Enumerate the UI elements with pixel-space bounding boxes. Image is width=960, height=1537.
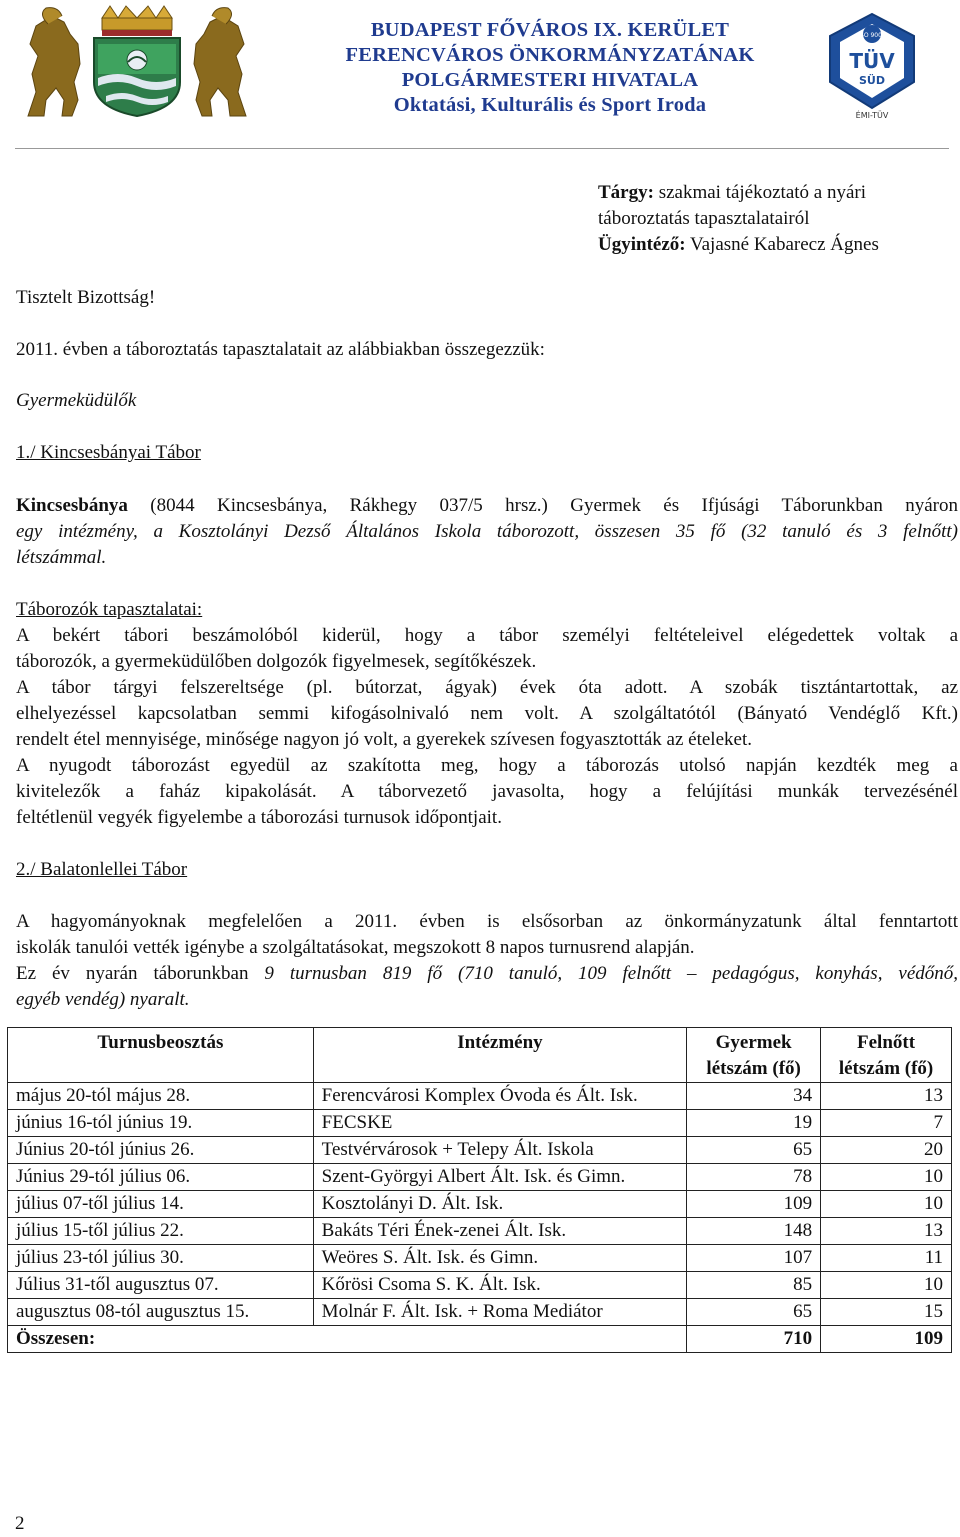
total-label: Összesen: — [8, 1326, 687, 1353]
table-row — [8, 1272, 952, 1299]
cell-children: 78 — [687, 1164, 821, 1191]
exp-line: táborozók, a gyermeküdülőben dolgozók figyelmesek, segítőkészek. — [16, 651, 537, 672]
table-total-row — [8, 1326, 952, 1353]
cell-adults: 11 — [821, 1245, 952, 1272]
header-line-2: FERENCVÁROS ÖNKORMÁNYZATÁNAK — [345, 44, 755, 66]
subject-label: Tárgy: — [598, 182, 654, 203]
cell-institution: Kőrösi Csoma S. K. Ált. Isk. — [313, 1272, 687, 1299]
exp-line: kivitelezők a faház kipakolását. A táborvezető javasolta, hogy a felújítási munkák tervezésénél — [16, 781, 958, 802]
header-line-4: Oktatási, Kulturális és Sport Iroda — [393, 94, 707, 116]
cell-institution: FECSKE — [313, 1110, 687, 1137]
coat-of-arms-icon — [18, 4, 256, 120]
header-divider — [15, 148, 949, 149]
cell-period: Július 31-től augusztus 07. — [8, 1272, 314, 1299]
section-title: Gyermeküdülők — [16, 390, 137, 411]
cell-adults: 10 — [821, 1272, 952, 1299]
cell-children: 148 — [687, 1218, 821, 1245]
cell-institution: Szent-Györgyi Albert Ált. Isk. és Gimn. — [313, 1164, 687, 1191]
header-line-1: BUDAPEST FŐVÁROS IX. KERÜLET — [370, 19, 730, 41]
camp2-paragraph — [16, 909, 958, 1013]
cell-period: július 23-tól július 30. — [8, 1245, 314, 1272]
tuv-sub-label: SÜD — [859, 74, 885, 87]
camp1-location-bold: Kincsesbánya — [16, 495, 128, 516]
cell-institution: Bakáts Téri Ének-zenei Ált. Isk. — [313, 1218, 687, 1245]
camp2-line-3-italic: 9 turnusban 819 fő (710 tanuló, 109 felnőtt – pedagógus, konyhás, védőnő, — [264, 963, 958, 984]
cell-period: augusztus 08-tól augusztus 15. — [8, 1299, 314, 1326]
cell-children: 34 — [687, 1083, 821, 1110]
subject-text-1: szakmai tájékoztató a nyári — [653, 182, 867, 203]
camp2-line-4: egyéb vendég) nyaralt. — [16, 989, 190, 1010]
tuv-small-label: ÉMI-TÜV — [855, 111, 889, 120]
col-header-adults: Felnőtt létszám (fő) — [821, 1028, 952, 1083]
exp-line: A bekért tábori beszámolóból kiderül, hogy a tábor személyi feltételeivel elégedettek voltak a — [16, 625, 958, 646]
col-header-period: Turnusbeosztás — [8, 1028, 314, 1083]
cell-adults: 15 — [821, 1299, 952, 1326]
table-row — [8, 1218, 952, 1245]
cell-adults: 13 — [821, 1218, 952, 1245]
camp1-experience-text — [16, 623, 958, 831]
table-row — [8, 1245, 952, 1272]
cell-adults: 13 — [821, 1083, 952, 1110]
intro-paragraph: 2011. évben a táboroztatás tapasztalatait az alábbiakban összegezzük: — [16, 339, 545, 360]
camp2-line-1: A hagyományoknak megfelelően a 2011. évben is elsősorban az önkormányzatunk által fenntartott — [16, 911, 958, 932]
cell-period: május 20-tól május 28. — [8, 1083, 314, 1110]
table-row — [8, 1110, 952, 1137]
cell-institution: Kosztolányi D. Ált. Isk. — [313, 1191, 687, 1218]
subject-block — [598, 180, 948, 258]
cell-children: 65 — [687, 1137, 821, 1164]
cell-children: 65 — [687, 1299, 821, 1326]
exp-line: A tábor tárgyi felszereltsége (pl. bútorzat, ágyak) évek óta adott. A szobák tisztántartottak, az — [16, 677, 958, 698]
total-adults: 109 — [821, 1326, 952, 1353]
page-number: 2 — [15, 1513, 25, 1534]
header-line-3: POLGÁRMESTERI HIVATALA — [401, 69, 699, 91]
cell-institution: Molnár F. Ált. Isk. + Roma Mediátor — [313, 1299, 687, 1326]
camp1-line-1: (8044 Kincsesbánya, Rákhegy 037/5 hrsz.) Gyermek és Ifjúsági Táborunkban nyáron — [127, 495, 958, 516]
table-row — [8, 1164, 952, 1191]
exp-line: A nyugodt táborozást egyedül az szakította meg, hogy a táborozás utolsó napján kezdték meg a — [16, 755, 958, 776]
camp2-line-2: iskolák tanulói vették igénybe a szolgáltatásokat, megszokott 8 napos turnusrend alapján. — [16, 937, 695, 958]
cell-adults: 10 — [821, 1191, 952, 1218]
turnus-table — [7, 1027, 952, 1353]
salutation: Tisztelt Bizottság! — [16, 287, 156, 308]
cell-adults: 20 — [821, 1137, 952, 1164]
agent-label: Ügyintéző: — [598, 234, 686, 255]
table-body — [8, 1083, 952, 1326]
cell-children: 19 — [687, 1110, 821, 1137]
table-header-row — [8, 1028, 952, 1083]
cell-adults: 10 — [821, 1164, 952, 1191]
subject-text-2: táboroztatás tapasztalatairól — [598, 208, 810, 229]
camp1-title: 1./ Kincsesbányai Tábor — [16, 442, 201, 463]
camp1-paragraph — [16, 493, 958, 571]
col-header-children: Gyermek létszám (fő) — [687, 1028, 821, 1083]
cell-institution: Testvérvárosok + Telepy Ált. Iskola — [313, 1137, 687, 1164]
cell-period: július 07-től július 14. — [8, 1191, 314, 1218]
cell-institution: Weöres S. Ált. Isk. és Gimn. — [313, 1245, 687, 1272]
camp1-line-2: egy intézmény, a Kosztolányi Dezső Általános Iskola táborozott, összesen 35 fő (32 tanuló és 3 felnőtt) — [16, 521, 958, 542]
table-row — [8, 1083, 952, 1110]
cell-period: június 16-tól június 19. — [8, 1110, 314, 1137]
camp2-title: 2./ Balatonlellei Tábor — [16, 859, 188, 880]
camp2-line-3-plain: Ez év nyarán táborunkban — [16, 963, 265, 984]
total-children: 710 — [687, 1326, 821, 1353]
cell-adults: 7 — [821, 1110, 952, 1137]
col-header-institution: Intézmény — [313, 1028, 687, 1083]
table-row — [8, 1137, 952, 1164]
table-row — [8, 1299, 952, 1326]
camp1-experience-title: Táborozók tapasztalatai: — [16, 599, 203, 620]
tuv-label: TÜV — [849, 49, 895, 73]
camp1-line-3: létszámmal. — [16, 547, 107, 568]
exp-line: elhelyezéssel kapcsolatban semmi kifogásolnivaló nem volt. A szolgáltatótól (Bányató Vendéglő Kft.) — [16, 703, 958, 724]
table-row — [8, 1191, 952, 1218]
cell-period: Június 20-tól június 26. — [8, 1137, 314, 1164]
cell-period: július 15-től július 22. — [8, 1218, 314, 1245]
tuv-certification-icon — [826, 12, 918, 122]
agent-name: Vajasné Kabarecz Ágnes — [685, 234, 879, 255]
cell-children: 109 — [687, 1191, 821, 1218]
tuv-iso-text: ISO 9001 — [858, 32, 886, 39]
exp-line: feltétlenül vegyék figyelembe a táborozási turnusok időpontjait. — [16, 807, 502, 828]
cell-children: 107 — [687, 1245, 821, 1272]
cell-children: 85 — [687, 1272, 821, 1299]
office-header — [300, 18, 800, 118]
exp-line: rendelt étel mennyisége, minősége nagyon jó volt, a gyerekek szívesen fogyasztották az ételeket. — [16, 729, 752, 750]
cell-period: Június 29-tól július 06. — [8, 1164, 314, 1191]
cell-institution: Ferencvárosi Komplex Óvoda és Ált. Isk. — [313, 1083, 687, 1110]
